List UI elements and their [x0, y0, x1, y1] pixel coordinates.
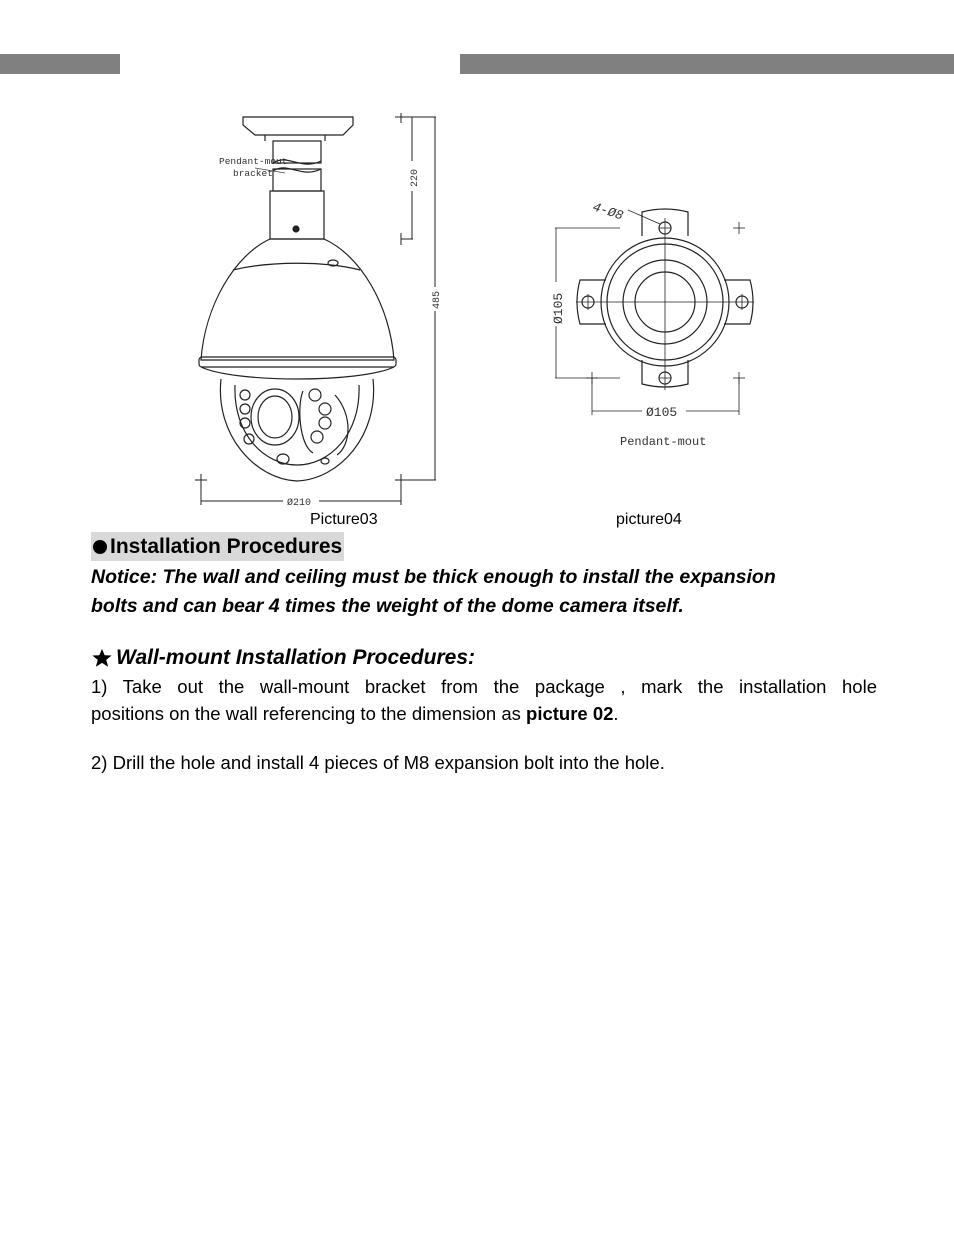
bullet-icon [93, 540, 107, 554]
bracket-label-line2: bracket [233, 168, 273, 179]
step-2-paragraph: 2) Drill the hole and install 4 pieces of M8 expansion bolt into the hole. [91, 752, 665, 773]
dome-camera-illustration [175, 105, 445, 515]
pendant-mount-flange-illustration [540, 190, 770, 460]
header-bar-right [460, 54, 954, 74]
notice-line-1: Notice: The wall and ceiling must be thick enough to install the expansion [91, 566, 776, 588]
step-1-line-1: 1) Take out the wall-mount bracket from the package , mark the installation hole [91, 676, 877, 697]
step-1-picture-reference: picture 02 [526, 703, 614, 724]
dim-105-horizontal: Ø105 [646, 405, 678, 420]
dim-220-label: 220 [410, 168, 421, 187]
picture04-drawing [540, 190, 770, 460]
wall-mount-subheading [91, 643, 475, 673]
picture04-caption: picture04 [616, 511, 682, 528]
step-1-line-2-suffix: . [613, 703, 619, 724]
section-heading [91, 532, 344, 561]
section-heading-text: Installation Procedures [110, 535, 343, 558]
step-1-line-2-prefix: positions on the wall referencing to the dimension as [91, 703, 527, 724]
notice-text [91, 563, 881, 621]
dim-210-label: Ø210 [287, 498, 312, 509]
dim-485-label: 485 [432, 290, 443, 309]
picture03-drawing [175, 105, 445, 515]
picture03-caption: Picture03 [310, 511, 378, 528]
header-bar-left [0, 54, 120, 74]
wall-mount-subheading-text: Wall-mount Installation Procedures: [116, 646, 475, 669]
star-icon [91, 647, 113, 669]
dim-105-vertical: Ø105 [551, 292, 566, 324]
hole-spec-label: 4-Ø8 [590, 199, 626, 224]
bracket-label-line1: Pendant-mout [219, 156, 288, 167]
notice-line-2: bolts and can bear 4 times the weight of the dome camera itself. [91, 595, 684, 617]
step-1-paragraph [91, 673, 877, 727]
pendant-mount-label: Pendant-mout [620, 435, 707, 449]
